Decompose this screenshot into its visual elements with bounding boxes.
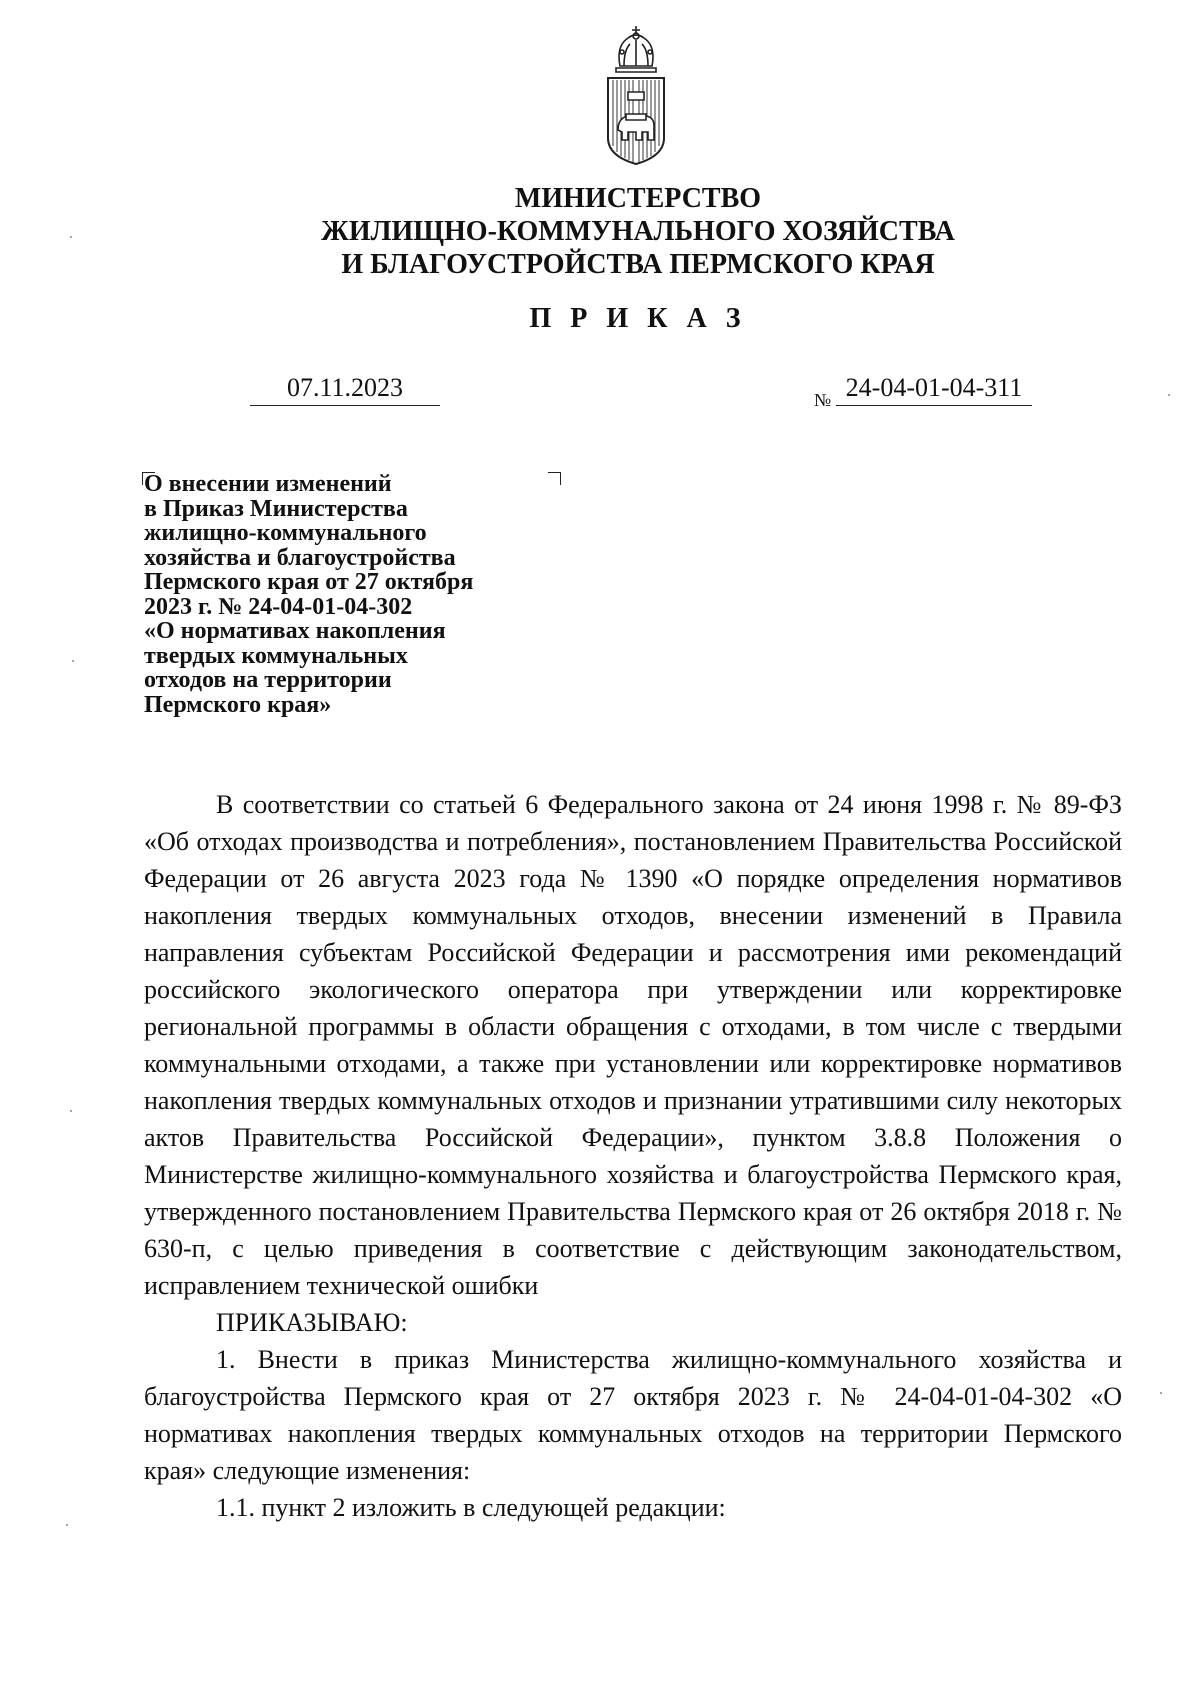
scan-speck (66, 1524, 68, 1526)
subject-line: 2023 г. № 24-04-01-04-302 (144, 593, 413, 620)
perm-krai-coat-of-arms-icon (598, 22, 674, 166)
subject-line: жилищно-коммунального (144, 520, 427, 546)
order-subject (144, 472, 564, 717)
subject-line: «О нормативах накопления (144, 618, 446, 644)
scan-speck (1160, 1392, 1162, 1394)
order-item-1: 1. Внести в приказ Министерства жилищно-коммунального хозяйства и благоустройства Пермского края от 27 октября 2023 г. № 24-04-01-04-302 «О нормативах накопления твердых коммунальных отходов на территории Пермского края» следующие изменения: (144, 1345, 1122, 1485)
order-word: ПРИКАЗЫВАЮ: (216, 1308, 408, 1337)
ministry-line-2: ЖИЛИЩНО-КОММУНАЛЬНОГО ХОЗЯЙСТВА (321, 216, 955, 247)
order-date: 07.11.2023 (250, 373, 440, 406)
subject-line: в Приказ Министерства (144, 495, 408, 522)
order-body (144, 786, 1122, 1526)
subject-line: Пермского края» (144, 691, 332, 718)
subject-line: хозяйства и благоустройства (144, 544, 456, 571)
preamble-paragraph: В соответствии со статьей 6 Федерального закона от 24 июня 1998 г. № 89-ФЗ «Об отходах производства и потребления», постановлением Правительства Российской Федерации от 26 августа 2023 года № 1390 «О порядке определения нормативов накопления твердых коммунальных отходов, внесении изменений в Правила направления субъектам Российской Федерации и рассмотрения ими рекомендаций российского экологического оператора при утверждении или корректировке региональной программы в области обращения с отходами, в том числе с твердыми коммунальными отходами, а также при установлении или корректировке нормативов накопления твердых коммунальных отходов и признании утратившими силу некоторых актов Правительства Российской Федерации», пунктом 3.8.8 Положения о Министерстве жилищно-коммунального хозяйства и благоустройства Пермского края, утвержденного постановлением Правительства Пермского края от 26 октября 2018 г. № 630-п, с целью приведения в соответствие с действующим законодательством, исправлением технической ошибки (144, 790, 1122, 1300)
ministry-line-1: МИНИСТЕРСТВО (514, 183, 762, 214)
number-sign: № (814, 390, 832, 410)
ministry-name (0, 182, 1200, 281)
subject-line: твердых коммунальных (144, 642, 408, 669)
subject-line: отходов на территории (144, 667, 392, 693)
document-type-heading: П Р И К А З (529, 303, 747, 334)
subject-line: Пермского края от 27 октября (144, 569, 474, 595)
scan-speck (70, 236, 72, 238)
scan-speck (1168, 394, 1170, 396)
ministry-line-3: И БЛАГОУСТРОЙСТВА ПЕРМСКОГО КРАЯ (341, 249, 935, 280)
subject-line: О внесении изменений (144, 471, 392, 497)
scan-speck (70, 1110, 72, 1112)
order-item-1-1: 1.1. пункт 2 изложить в следующей редакции: (216, 1493, 726, 1522)
scan-speck (72, 660, 74, 662)
order-number: 24-04-01-04-311 (836, 373, 1032, 406)
